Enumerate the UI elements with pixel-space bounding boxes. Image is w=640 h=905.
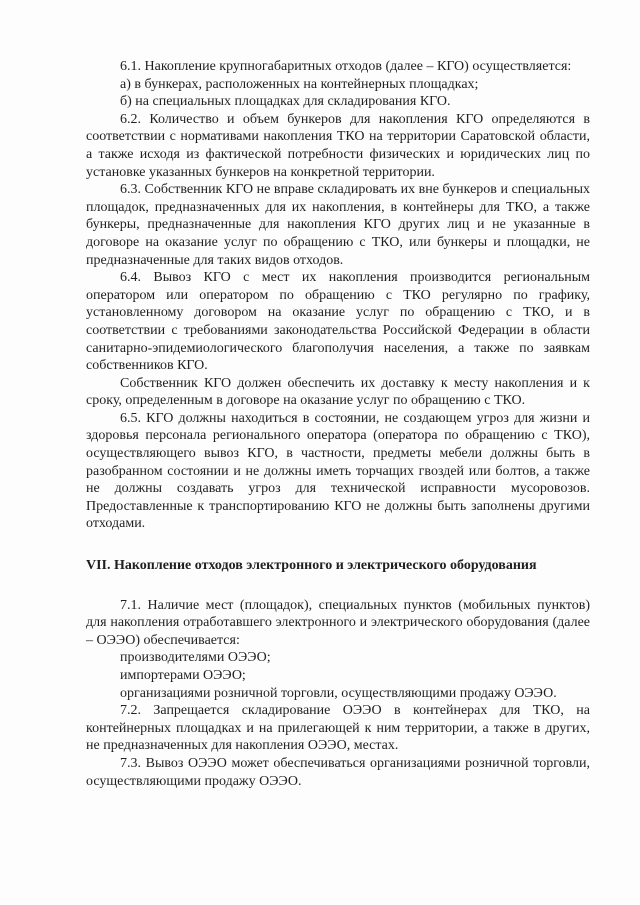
paragraph-6-2: 6.2. Количество и объем бункеров для накопления КГО определяются в соответствии с нормативами накопления ТКО на территории Саратовской области, а также исходя из фактической потребности физических и юридических лиц по установке указанных бункеров на конкретной территории. [86,111,590,180]
paragraph-7-3: 7.3. Вывоз ОЭЭО может обеспечиваться организациями розничной торговли, осуществляющими продажу ОЭЭО. [86,755,590,789]
paragraph-7-2: 7.2. Запрещается складирование ОЭЭО в контейнерах для ТКО, на контейнерных площадках и на прилегающей к ним территории, а также в других, не предназначенных для накопления ОЭЭО, местах. [86,703,590,754]
list-item-7-1-a: производителями ОЭЭО; [120,650,271,666]
section-7-heading: VII. Накопление отходов электронного и электрического оборудования [86,558,537,574]
list-item-6-1-a: а) в бункерах, расположенных на контейнерных площадках; [120,76,479,92]
paragraph-6-5: 6.5. КГО должны находиться в состоянии, не создающем угроз для жизни и здоровья персонала регионального оператора (оператора по обращению с ТКО), осуществляющего вывоз КГО, в частности, предметы мебели должны быть в разобранном состоянии и не должны иметь торчащих гвоздей или болтов, а также не должны создавать угроз для технической исправности мусоровозов. Предоставленные к транспортированию КГО не должны быть заполнены другими отходами. [86,410,590,532]
paragraph-6-1: 6.1. Накопление крупногабаритных отходов (далее – КГО) осуществляется: [120,59,572,74]
paragraph-6-3: 6.3. Собственник КГО не вправе складировать их вне бункеров и специальных площадок, предназначенных для их накопления, в контейнеры для ТКО, а также бункеры, предназначенные для накопления КГО других лиц и не указанные в договоре на оказание услуг по обращению с ТКО, или бункеры и площадки, не предназначенные для таких видов отходов. [86,182,590,268]
document-text [86,58,590,790]
paragraph-6-4-continued: Собственник КГО должен обеспечить их доставку к месту накопления и к сроку, определенным в договоре на оказание услуг по обращению с ТКО. [86,375,590,409]
list-item-7-1-c: организациями розничной торговли, осуществляющими продажу ОЭЭО. [120,685,557,701]
list-item-6-1-b: б) на специальных площадках для складирования КГО. [120,94,451,110]
list-item-7-1-b: импортерами ОЭЭО; [120,668,246,683]
paragraph-6-4: 6.4. Вывоз КГО с мест их накопления производится региональным оператором или оператором по обращению с ТКО регулярно по графику, установленному договором на оказание услуг по обращению с ТКО, и в соответствии с требованиями законодательства Российской Федерации в области санитарно-эпидемиологического благополучия населения, а также по заявкам собственников КГО. [86,270,590,374]
paragraph-7-1: 7.1. Наличие мест (площадок), специальных пунктов (мобильных пунктов) для накопления отработавшего электронного и электрического оборудования (далее – ОЭЭО) обеспечивается: [86,597,590,648]
